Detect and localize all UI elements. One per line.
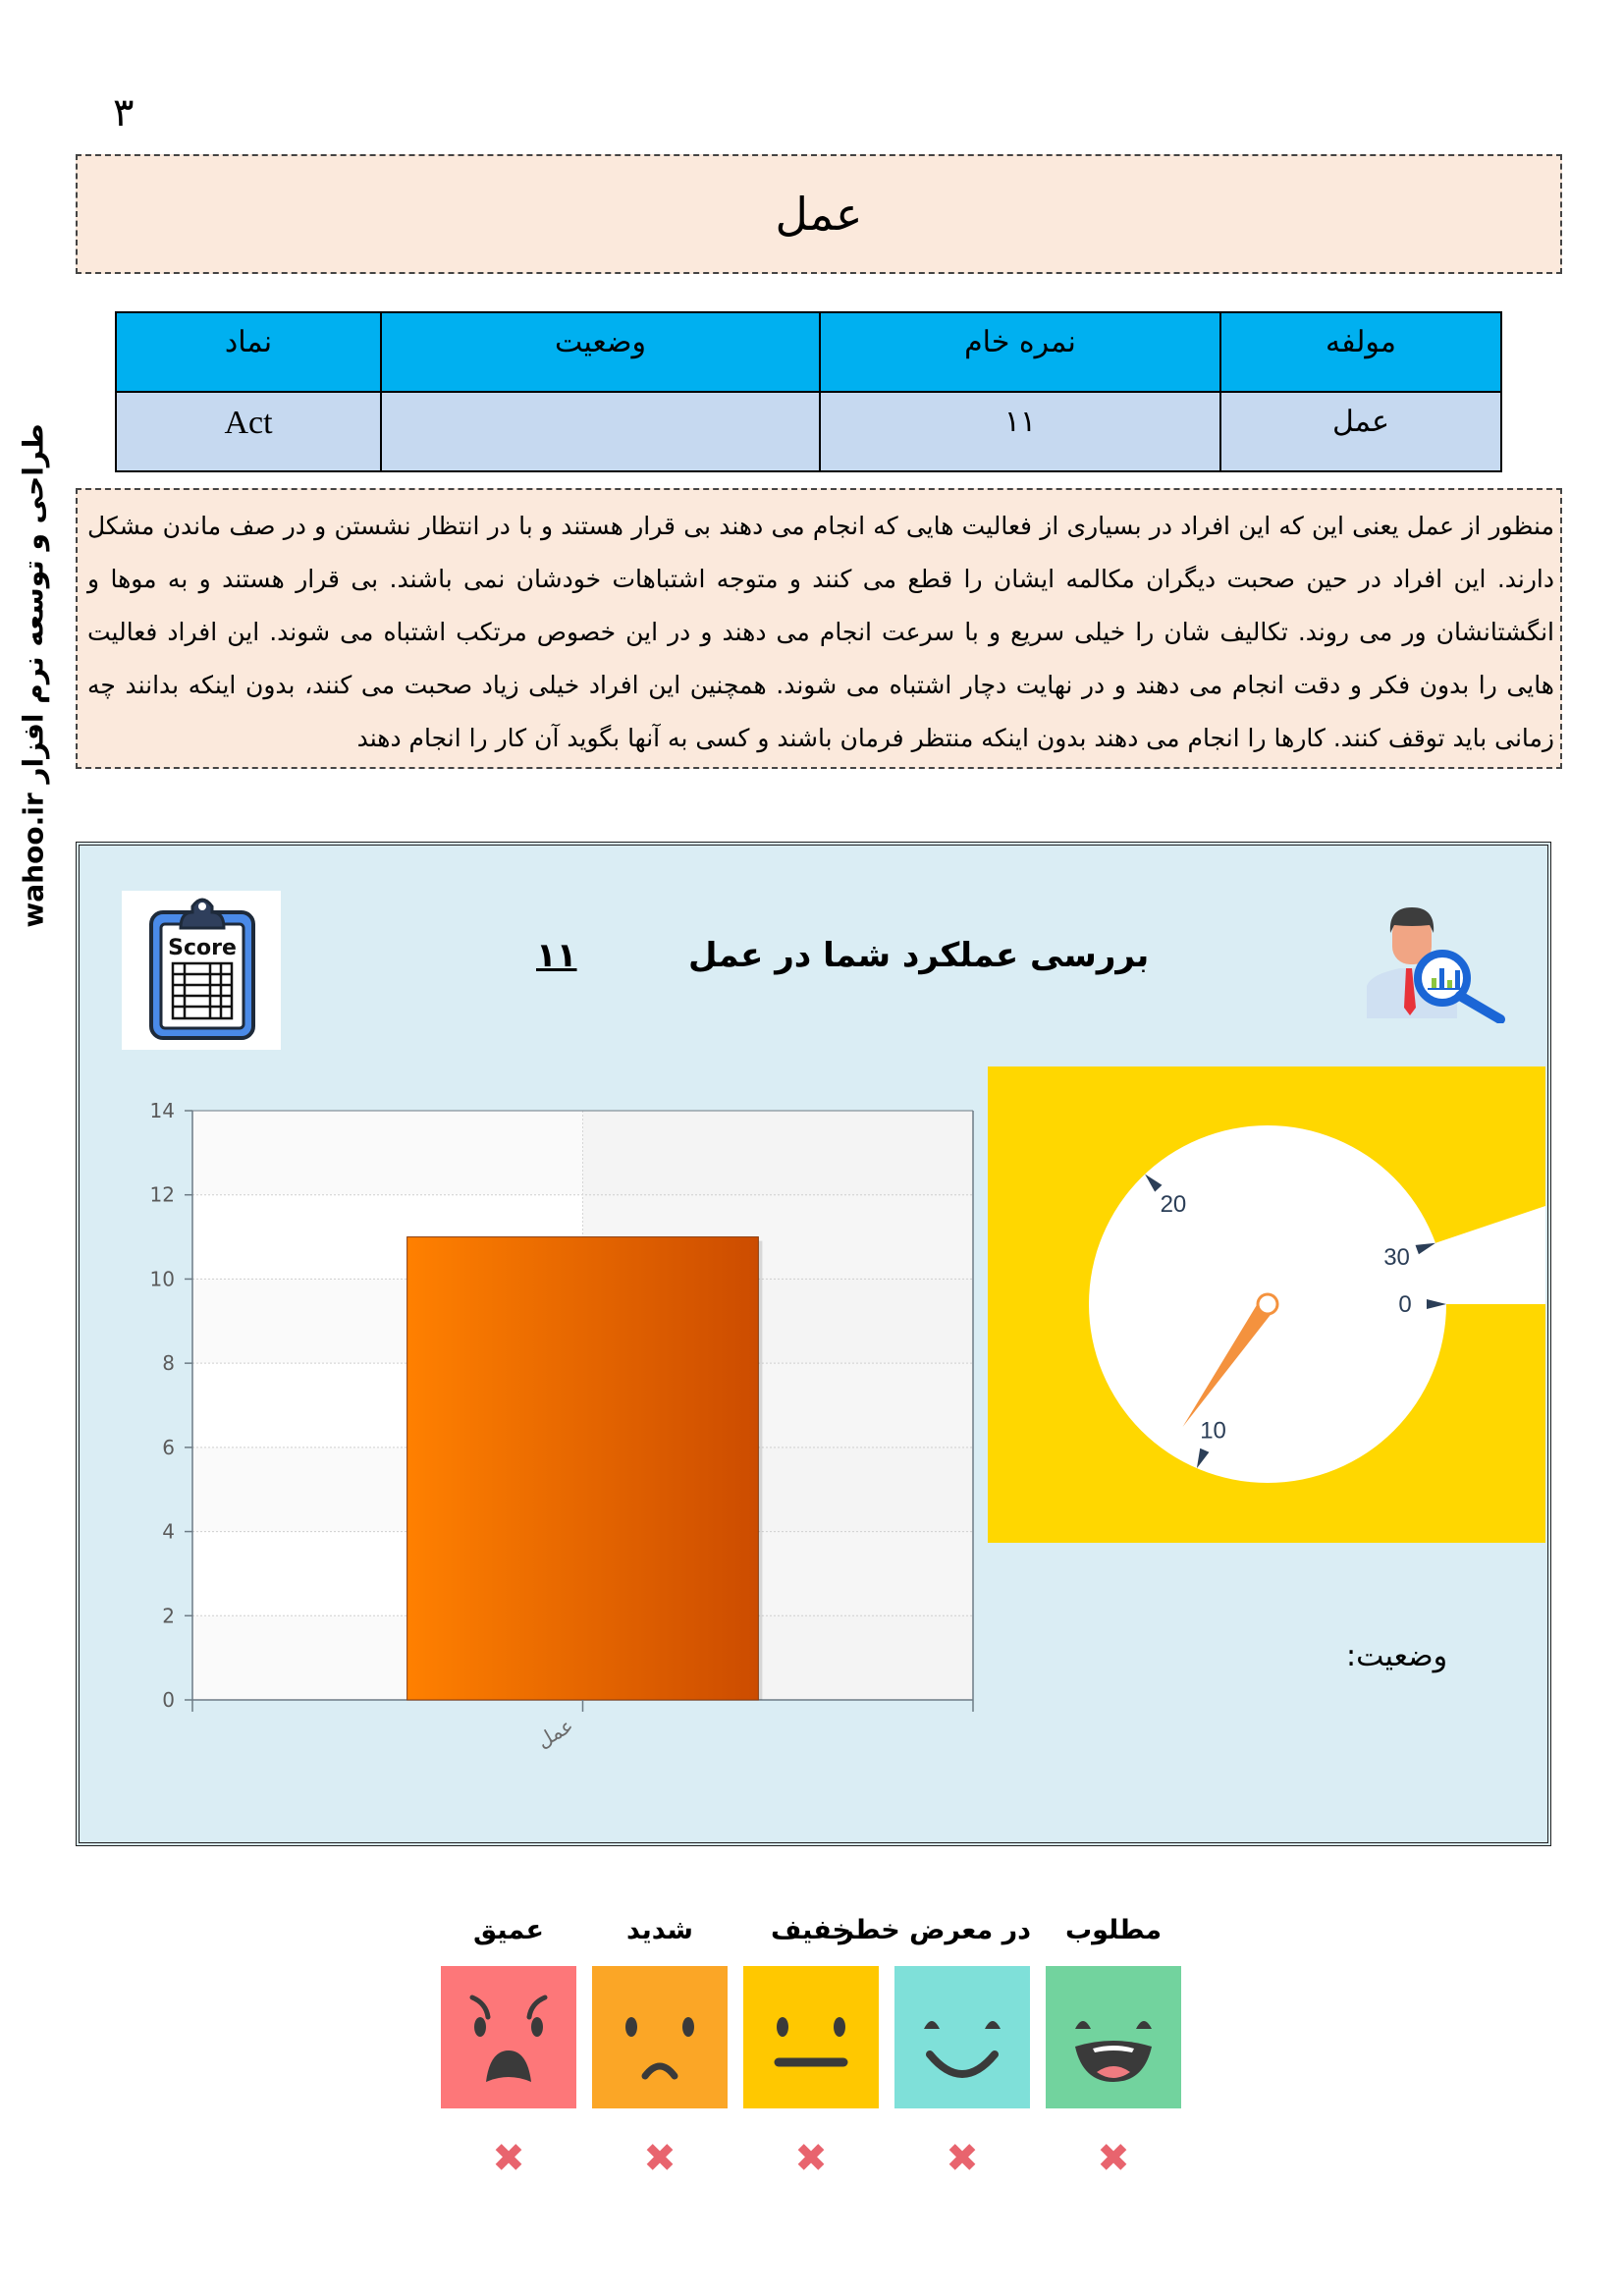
section-title: عمل: [775, 188, 863, 241]
y-tick-label: 2: [162, 1604, 175, 1628]
y-tick-label: 10: [149, 1267, 175, 1291]
header-status: وضعیت: [381, 312, 820, 392]
face-laugh-icon: [1046, 1966, 1181, 2108]
cross-mark-icon: ✖: [643, 2136, 677, 2181]
rating-item: [742, 1915, 880, 2181]
cell-component: عمل: [1220, 392, 1501, 471]
y-tick-label: 12: [149, 1182, 175, 1207]
face-neutral-icon: [743, 1966, 879, 2108]
page-number: ۳: [113, 90, 135, 136]
cross-mark-icon: ✖: [946, 2136, 979, 2181]
section-title-box: [76, 154, 1562, 274]
table-row: [116, 392, 1501, 471]
rating-label: شدید: [626, 1915, 693, 1945]
side-watermark: [4, 423, 63, 928]
score-clipboard-icon: [122, 891, 281, 1050]
y-tick-label: 14: [149, 1099, 175, 1122]
rating-label: خفیف: [770, 1915, 852, 1945]
rating-label: مطلوب: [1064, 1915, 1163, 1945]
cell-status: [381, 392, 820, 471]
y-tick-label: 4: [162, 1519, 175, 1544]
gauge-tick-label: 0: [1398, 1291, 1412, 1318]
dashboard-score: ۱۱: [536, 936, 577, 975]
analyst-magnifier-icon: [1361, 905, 1518, 1023]
gauge-tick-label: 30: [1383, 1244, 1410, 1272]
header-raw-score: نمره خام: [820, 312, 1220, 392]
cross-mark-icon: ✖: [492, 2136, 525, 2181]
cell-symbol: Act: [116, 392, 381, 471]
gauge-tick-label: 20: [1160, 1191, 1187, 1219]
rating-item: [839, 1915, 1031, 2181]
rating-item: [1045, 1915, 1182, 2181]
score-icon-text: Score: [168, 936, 237, 960]
header-symbol: نماد: [116, 312, 381, 392]
rating-item: [440, 1915, 577, 2181]
cell-raw-score: ۱۱: [820, 392, 1220, 471]
y-tick-label: 0: [162, 1688, 175, 1712]
face-angry-icon: [441, 1966, 576, 2108]
rating-label: در معرض خطر: [839, 1915, 1031, 1945]
dashboard-title: بررسی عملکرد شما در عمل: [688, 936, 1150, 975]
gauge-chart: [988, 1066, 1545, 1543]
bar-chart: [99, 1086, 1042, 1764]
face-sad-icon: [592, 1966, 728, 2108]
status-label: وضعیت:: [1346, 1639, 1448, 1673]
description-box: [76, 488, 1562, 769]
table-header-row: [116, 312, 1501, 392]
gauge-tick-label: 10: [1200, 1417, 1226, 1445]
rating-label: عمیق: [473, 1915, 544, 1945]
summary-table: [115, 311, 1502, 472]
x-tick-label: عمل: [532, 1713, 577, 1753]
y-tick-label: 8: [162, 1351, 175, 1376]
cross-mark-icon: ✖: [794, 2136, 828, 2181]
bar: [407, 1237, 759, 1700]
description-text: منظور از عمل یعنی این که این افراد در بسیاری از فعالیت هایی که انجام می دهند بی قرار هستند و با در انتظار نشستن و در صف ماندن مشکل دارند. این افراد در حین صحبت دیگران مکالمه ایشان را قطع می کنند و متوجه اشتباهات خودشان نمی باشند. بی قرار هستند و به موها و انگشتانشان ور می روند. تکالیف شان را خیلی سریع و با سرعت انجام می دهند و در این خصوص مرتکب اشتباه می شوند. این افراد فعالیت هایی را بدون فکر و دقت انجام می دهند و در نهایت دچار اشتباه می شوند. همچنین این افراد خیلی زیاد صحبت می کنند، بدون اینکه بدانند چه زمانی باید توقف کنند. کارها را انجام می دهند بدون اینکه منتظر فرمان باشند و کسی به آنها بگوید آن کار را انجام دهند: [87, 512, 1554, 752]
performance-dashboard: [76, 842, 1551, 1846]
header-component: مولفه: [1220, 312, 1501, 392]
gauge-needle-pivot: [1258, 1294, 1277, 1314]
cross-mark-icon: ✖: [1097, 2136, 1130, 2181]
rating-item: [591, 1915, 729, 2181]
y-tick-label: 6: [162, 1435, 175, 1459]
side-watermark-text: طراحی و توسعه نرم افزار wahoo.ir: [17, 423, 50, 928]
face-smile-icon: [894, 1966, 1030, 2108]
